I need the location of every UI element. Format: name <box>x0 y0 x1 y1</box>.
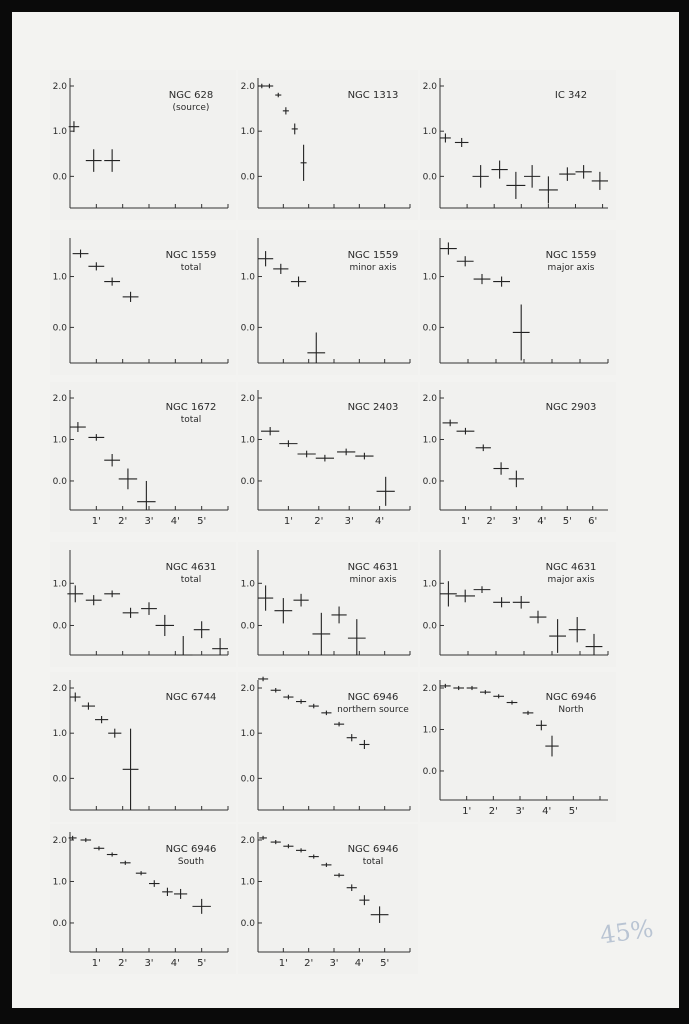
data-point <box>453 686 464 690</box>
chart-svg <box>420 230 616 375</box>
x-tick-label: 3' <box>144 958 154 969</box>
data-point <box>493 277 510 287</box>
y-tick-label: 2.0 <box>52 82 67 92</box>
y-tick-label: 1.0 <box>240 729 255 740</box>
chart-svg <box>238 824 418 974</box>
y-tick-label: 1.0 <box>422 435 437 446</box>
data-point <box>81 838 92 842</box>
data-point <box>271 840 281 844</box>
data-point <box>359 740 369 749</box>
data-point <box>473 165 489 188</box>
chart-title: NGC 1559 <box>347 250 399 261</box>
y-tick-label: 0.0 <box>52 918 67 929</box>
y-tick-label: 2.0 <box>52 684 67 694</box>
data-point <box>474 586 491 593</box>
y-tick-label: 1.0 <box>52 877 67 888</box>
data-point <box>371 906 389 923</box>
y-tick-label: 2.0 <box>422 394 437 404</box>
data-point <box>312 613 330 655</box>
y-tick-label: 1.0 <box>422 272 437 283</box>
chart-panel <box>420 70 616 220</box>
y-tick-label: 1.0 <box>422 579 437 590</box>
chart-title: NGC 1672 <box>165 402 217 413</box>
data-point <box>95 716 108 723</box>
data-point <box>524 165 540 188</box>
y-tick-label: 2.0 <box>52 394 67 404</box>
x-tick-label: 2' <box>314 516 324 527</box>
data-point <box>88 434 104 441</box>
y-tick-label: 1.0 <box>52 127 67 138</box>
data-point <box>291 277 306 287</box>
data-point <box>321 711 331 716</box>
x-tick-label: 2' <box>118 516 128 527</box>
x-tick-label: 4' <box>542 806 552 817</box>
data-point <box>493 694 504 698</box>
data-point <box>279 440 297 447</box>
y-tick-label: 2.0 <box>240 394 255 404</box>
data-point <box>377 477 395 506</box>
chart-svg <box>238 382 418 532</box>
data-point <box>569 617 586 642</box>
data-point <box>347 734 357 741</box>
chart-title: NGC 1559 <box>165 250 217 261</box>
y-tick-label: 0.0 <box>240 172 255 183</box>
x-tick-label: 3' <box>515 806 525 817</box>
data-point <box>274 598 292 623</box>
chart-panel <box>420 542 616 667</box>
y-tick-label: 1.0 <box>52 435 67 446</box>
x-tick-label: 5' <box>568 806 578 817</box>
chart-svg <box>420 382 616 532</box>
data-point <box>296 848 306 852</box>
data-point <box>88 262 104 270</box>
chart-panel <box>50 824 236 974</box>
data-point <box>337 449 355 456</box>
data-point <box>457 428 475 435</box>
data-point <box>70 422 86 432</box>
chart-panel <box>238 382 418 532</box>
corner-note: 45% <box>598 914 656 950</box>
chart-svg <box>50 824 236 974</box>
y-tick-label: 2.0 <box>422 82 437 92</box>
data-point <box>530 611 547 624</box>
data-point <box>457 256 474 266</box>
data-point <box>347 884 357 891</box>
chart-subtitle: (source) <box>172 103 210 113</box>
x-tick-label: 5' <box>197 516 207 527</box>
data-point <box>493 462 508 474</box>
data-point <box>137 481 155 510</box>
x-tick-label: 5' <box>380 958 390 969</box>
data-point <box>259 836 267 840</box>
chart-panel <box>238 824 418 974</box>
data-point <box>301 145 307 181</box>
data-point <box>104 149 120 172</box>
chart-svg <box>238 230 418 375</box>
data-point <box>258 84 266 89</box>
data-point <box>141 602 157 615</box>
data-point <box>194 621 210 638</box>
y-tick-label: 2.0 <box>240 684 255 694</box>
data-point <box>309 855 319 859</box>
data-point <box>107 852 118 856</box>
chart-svg <box>420 70 616 220</box>
chart-svg <box>50 672 236 822</box>
data-point <box>506 172 525 199</box>
chart-svg <box>238 70 418 220</box>
chart-subtitle: total <box>180 263 202 273</box>
chart-subtitle: North <box>558 705 584 715</box>
x-tick-label: 4' <box>354 958 364 969</box>
y-tick-label: 0.0 <box>52 172 67 183</box>
chart-subtitle: minor axis <box>349 263 397 273</box>
chart-subtitle: northern source <box>337 705 409 715</box>
data-point <box>467 686 478 690</box>
data-point <box>86 595 102 605</box>
data-point <box>331 607 346 624</box>
data-point <box>283 107 289 114</box>
data-point <box>298 451 316 458</box>
data-point <box>523 711 534 715</box>
chart-subtitle: South <box>177 857 205 867</box>
y-tick-label: 0.0 <box>422 766 437 777</box>
x-tick-label: 1' <box>91 958 101 969</box>
data-point <box>334 873 344 877</box>
y-tick-label: 1.0 <box>240 127 255 138</box>
chart-title: IC 342 <box>554 90 588 101</box>
chart-title: NGC 6946 <box>347 844 399 855</box>
y-tick-label: 1.0 <box>240 877 255 888</box>
chart-svg <box>50 230 236 375</box>
chart-panel <box>50 382 236 532</box>
x-tick-label: 4' <box>170 516 180 527</box>
y-tick-label: 1.0 <box>52 579 67 590</box>
y-tick-label: 0.0 <box>422 621 437 632</box>
data-point <box>296 699 306 704</box>
chart-subtitle: major axis <box>547 263 595 273</box>
data-point <box>293 594 308 607</box>
data-point <box>474 274 491 284</box>
chart-title: NGC 4631 <box>347 562 399 573</box>
data-point <box>70 693 81 702</box>
chart-svg <box>420 672 616 822</box>
chart-svg <box>50 542 236 667</box>
data-point <box>258 585 273 610</box>
chart-panel <box>238 230 418 375</box>
data-point <box>348 619 366 655</box>
chart-title: NGC 1559 <box>545 250 597 261</box>
data-point <box>258 251 273 266</box>
x-tick-label: 4' <box>537 516 547 527</box>
data-point <box>455 138 469 147</box>
y-tick-label: 0.0 <box>422 476 437 487</box>
x-tick-label: 3' <box>344 516 354 527</box>
chart-svg <box>50 382 236 532</box>
y-tick-label: 0.0 <box>52 621 67 632</box>
data-point <box>549 619 566 653</box>
data-point <box>283 695 293 700</box>
data-point <box>174 889 187 899</box>
data-point <box>440 242 457 254</box>
chart-title: NGC 628 <box>168 90 214 101</box>
data-point <box>82 702 95 709</box>
data-point <box>355 453 373 460</box>
data-point <box>491 161 507 179</box>
y-tick-label: 0.0 <box>240 621 255 632</box>
y-tick-label: 0.0 <box>240 323 255 334</box>
y-tick-label: 0.0 <box>52 323 67 334</box>
data-point <box>292 124 298 135</box>
data-point <box>261 427 279 435</box>
data-point <box>513 305 530 361</box>
chart-title: NGC 1313 <box>347 90 399 101</box>
y-tick-label: 2.0 <box>240 82 255 92</box>
chart-panel <box>50 672 236 822</box>
data-point <box>162 888 173 896</box>
x-tick-label: 1' <box>283 516 293 527</box>
data-point <box>476 444 491 451</box>
x-tick-label: 3' <box>329 958 339 969</box>
chart-subtitle: total <box>362 857 384 867</box>
data-point <box>513 596 530 609</box>
data-point <box>545 736 558 757</box>
data-point <box>440 581 457 606</box>
data-point <box>123 608 139 618</box>
data-point <box>443 420 458 427</box>
data-point <box>592 172 608 190</box>
chart-panel <box>50 70 236 220</box>
data-point <box>309 704 319 709</box>
chart-panel <box>238 70 418 220</box>
y-tick-label: 2.0 <box>52 836 67 846</box>
chart-title: NGC 6744 <box>165 692 217 703</box>
chart-svg <box>420 542 616 667</box>
chart-panel <box>50 542 236 667</box>
data-point <box>307 332 325 363</box>
y-tick-label: 1.0 <box>240 579 255 590</box>
x-tick-label: 6' <box>588 516 598 527</box>
data-point <box>149 880 160 887</box>
chart-panel <box>238 542 418 667</box>
data-point <box>108 729 121 738</box>
chart-subtitle: minor axis <box>349 575 397 585</box>
y-tick-label: 1.0 <box>240 435 255 446</box>
y-tick-label: 0.0 <box>52 476 67 487</box>
data-point <box>334 722 344 727</box>
y-tick-label: 1.0 <box>52 729 67 740</box>
chart-title: NGC 4631 <box>165 562 217 573</box>
data-point <box>266 84 274 89</box>
y-tick-label: 0.0 <box>52 774 67 785</box>
data-point <box>507 700 518 704</box>
slide-sheet <box>12 12 679 1008</box>
y-tick-label: 0.0 <box>240 774 255 785</box>
data-point <box>104 590 120 597</box>
chart-subtitle: total <box>180 575 202 585</box>
x-tick-label: 3' <box>144 516 154 527</box>
x-tick-label: 1' <box>278 958 288 969</box>
data-point <box>123 729 139 810</box>
data-point <box>120 861 131 865</box>
chart-panel <box>420 672 616 822</box>
data-point <box>123 292 139 302</box>
chart-title: NGC 2403 <box>347 402 399 413</box>
data-point <box>586 634 603 655</box>
x-tick-label: 2' <box>486 516 496 527</box>
data-point <box>273 264 288 274</box>
chart-panel <box>50 230 236 375</box>
chart-title: NGC 6946 <box>347 692 399 703</box>
data-point <box>136 871 147 875</box>
data-point <box>316 455 334 462</box>
y-tick-label: 1.0 <box>422 725 437 736</box>
chart-panel <box>420 382 616 532</box>
y-tick-label: 1.0 <box>52 272 67 283</box>
data-point <box>271 688 281 693</box>
data-point <box>559 167 575 181</box>
x-tick-label: 2' <box>118 958 128 969</box>
x-tick-label: 1' <box>460 516 471 527</box>
data-point <box>575 165 591 179</box>
chart-panel <box>238 672 418 822</box>
chart-panel <box>420 230 616 375</box>
x-tick-label: 4' <box>170 958 180 969</box>
data-point <box>321 863 331 867</box>
x-tick-label: 2' <box>488 806 498 817</box>
x-tick-label: 1' <box>91 516 101 527</box>
data-point <box>174 636 192 655</box>
x-tick-label: 2' <box>304 958 314 969</box>
chart-subtitle: major axis <box>547 575 595 585</box>
data-point <box>192 899 210 914</box>
chart-svg <box>238 672 418 822</box>
data-point <box>539 176 558 203</box>
data-point <box>509 471 524 488</box>
data-point <box>283 844 293 848</box>
data-point <box>156 615 174 636</box>
y-tick-label: 0.0 <box>240 918 255 929</box>
data-point <box>94 846 105 850</box>
data-point <box>119 469 137 490</box>
y-tick-label: 0.0 <box>422 323 437 334</box>
data-point <box>73 250 89 258</box>
data-point <box>258 677 268 682</box>
data-point <box>440 684 451 688</box>
chart-title: NGC 6946 <box>165 844 217 855</box>
data-point <box>480 690 491 694</box>
y-tick-label: 2.0 <box>240 836 255 846</box>
y-tick-label: 2.0 <box>422 684 437 694</box>
data-point <box>493 597 510 607</box>
data-point <box>104 278 120 286</box>
x-tick-label: 5' <box>197 958 207 969</box>
data-point <box>275 93 281 98</box>
data-point <box>536 720 547 730</box>
y-tick-label: 1.0 <box>422 127 437 138</box>
y-tick-label: 0.0 <box>240 476 255 487</box>
data-point <box>455 590 475 603</box>
chart-svg <box>238 542 418 667</box>
data-point <box>212 638 228 655</box>
data-point <box>86 149 102 172</box>
x-tick-label: 3' <box>511 516 521 527</box>
data-point <box>359 895 369 905</box>
y-tick-label: 0.0 <box>422 172 437 183</box>
chart-title: NGC 6946 <box>545 692 597 703</box>
x-tick-label: 1' <box>462 806 472 817</box>
x-tick-label: 4' <box>375 516 385 527</box>
data-point <box>440 133 451 142</box>
chart-title: NGC 4631 <box>545 562 597 573</box>
chart-svg <box>50 70 236 220</box>
chart-title: NGC 2903 <box>545 402 597 413</box>
chart-subtitle: total <box>180 415 202 425</box>
y-tick-label: 1.0 <box>240 272 255 283</box>
x-tick-label: 5' <box>562 516 572 527</box>
data-point <box>104 454 120 466</box>
